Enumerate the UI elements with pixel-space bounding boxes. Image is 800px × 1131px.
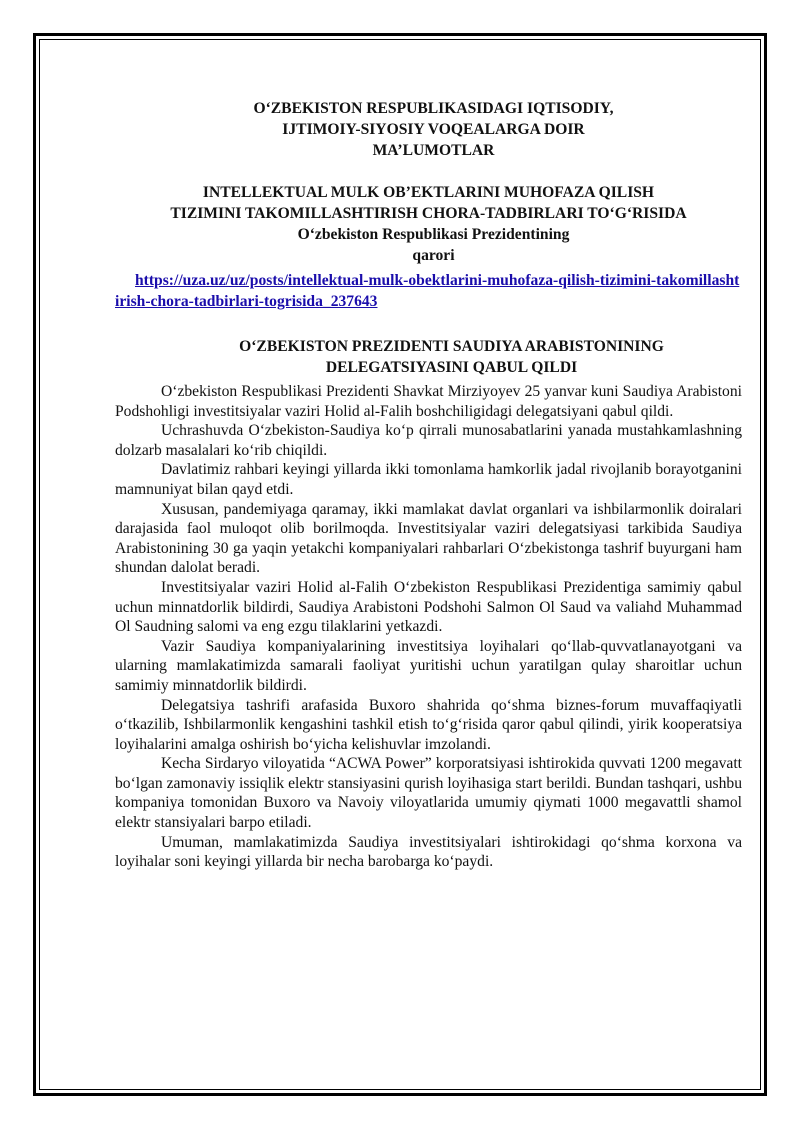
news-paragraph: Kecha Sirdaryo viloyatida “ACWA Power” korporatsiyasi ishtirokida quvvati 1200 megavatt bo‘lgan zamonaviy issiqlik elektr stansiyasini qurish loyihasiga start berildi. Bundan tashqari, ushbu kompaniya tomonidan Buxoro va Navoiy viloyatlarida umumiy qiymati 1000 megavattli shamol elektr stansiyalari barpo etiladi. bbox=[115, 755, 742, 832]
decree-title-line: TIZIMINI TAKOMILLASHTIRISH CHORA-TADBIRLARI TO‘G‘RISIDA bbox=[170, 205, 687, 222]
news-title-line: DELEGATSIYASINI QABUL QILDI bbox=[325, 359, 578, 376]
document-header bbox=[125, 98, 742, 161]
news-title bbox=[161, 336, 742, 378]
news-paragraph: Delegatsiya tashrifi arafasida Buxoro shahrida qo‘shma biznes-forum muvaffaqiyatli o‘tkazilib, Ishbilarmonlik kengashini tashkil etish to‘g‘risida qaror qabul qilindi, yirik kooperatsiya loyihalarini amalga oshirish bo‘yicha kelishuvlar imzolandi. bbox=[115, 696, 742, 753]
news-paragraph: Xususan, pandemiyaga qaramay, ikki mamlakat davlat organlari va ishbilarmonlik doiralari darajasida faol muloqot olib borilmoqda. Investitsiyalar vaziri delegatsiyasi tarkibida Saudiya Arabistonining 30 ga yaqin yetakchi kompaniyalari rahbarlari O‘zbekistonga tashrif buyurgani ham shundan dalolat beradi. bbox=[115, 500, 742, 577]
news-paragraph: Umuman, mamlakatimizda Saudiya investitsiyalari ishtirokidagi qo‘shma korxona va loyihalar soni keyingi yillarda bir necha barobarga ko‘paydi. bbox=[115, 833, 742, 871]
news-paragraph: Uchrashuvda O‘zbekiston-Saudiya ko‘p qirrali munosabatlarini yanada mustahkamlashning dolzarb masalalari ko‘rib chiqildi. bbox=[115, 422, 742, 459]
decree-title-line: INTELLEKTUAL MULK OB’EKTLARINI MUHOFAZA QILISH bbox=[202, 184, 655, 201]
document-body bbox=[115, 98, 742, 872]
header-line: IJTIMOIY-SIYOSIY VOQEALARGA DOIR bbox=[282, 121, 585, 138]
news-paragraph: Davlatimiz rahbari keyingi yillarda ikki tomonlama hamkorlik jadal rivojlanib borayotganini mamnuniyat bilan qayd etdi. bbox=[115, 461, 742, 498]
decree-issuer: O‘zbekiston Respublikasi Prezidentining bbox=[297, 226, 570, 243]
news-paragraph: Investitsiyalar vaziri Holid al-Falih O‘zbekiston Respublikasi Prezidentiga samimiy qabul uchun minnatdorlik bildirdi, Saudiya Arabistoni Podshohi Salmon Ol Saud va valiahd Muhammad Ol Saudning salomi va eng ezgu tilaklarini yetkazdi. bbox=[115, 578, 742, 636]
header-line: O‘ZBEKISTON RESPUBLIKASIDAGI IQTISODIY, bbox=[253, 100, 614, 117]
news-paragraph: O‘zbekiston Respublikasi Prezidenti Shavkat Mirziyoyev 25 yanvar kuni Saudiya Arabistoni Podshohligi investitsiyalar vaziri Holid al-Falih boshchiligidagi delegatsiyani qabul qildi. bbox=[115, 383, 742, 420]
header-line: MA’LUMOTLAR bbox=[372, 142, 495, 159]
decree-link[interactable] bbox=[115, 270, 742, 312]
decree-title bbox=[115, 182, 742, 224]
decree-link-text[interactable]: https://uza.uz/uz/posts/intellektual-mulk-obektlarini-muhofaza-qilish-tizimini-takomillashtirish-chora-tadbirlari-togrisida_237643 bbox=[115, 272, 740, 310]
news-paragraph: Vazir Saudiya kompaniyalarining investitsiya loyihalari qo‘llab-quvvatlanayotgani va ularning mamlakatimizda samarali faoliyat yuritishi uchun yaratilgan qulay sharoitlar uchun samimiy minnatdorlik bildirdi. bbox=[115, 637, 742, 694]
news-title-line: O‘ZBEKISTON PREZIDENTI SAUDIYA ARABISTONINING bbox=[239, 338, 664, 355]
decree-type: qarori bbox=[412, 247, 455, 264]
